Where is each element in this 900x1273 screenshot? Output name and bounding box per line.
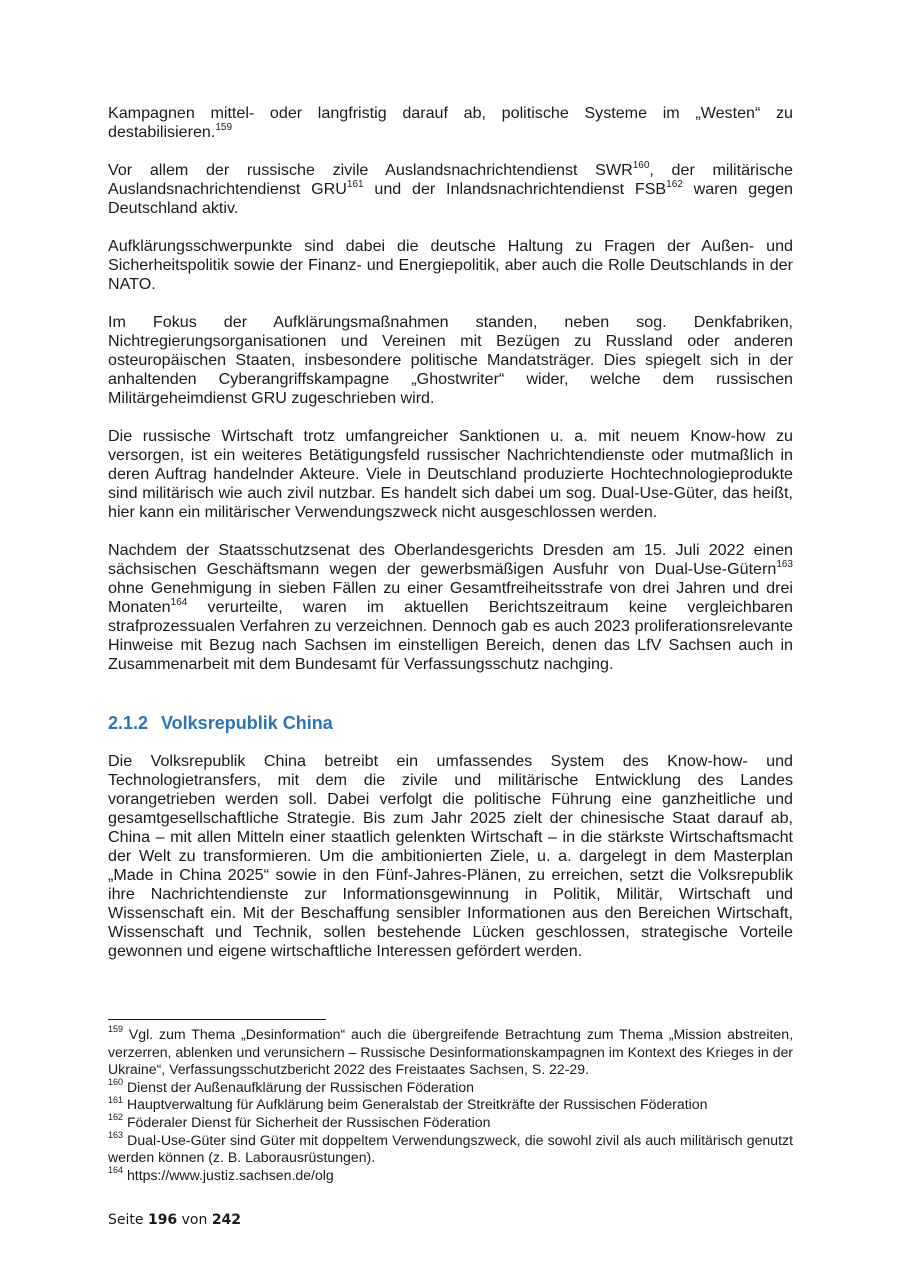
footnote-text: Dienst der Außenaufklärung der Russischen Föderation: [123, 1078, 475, 1095]
paragraph-text: und der Inlandsnachrichtendienst FSB: [363, 180, 667, 198]
pager-prefix: Seite: [108, 1212, 148, 1228]
footnote-ref[interactable]: 159: [215, 121, 233, 133]
page-number: [108, 1212, 241, 1228]
paragraph-text: , der militärische Auslandsnachrichtendienst GRU: [108, 161, 793, 198]
paragraph-5: Die russische Wirtschaft trotz umfangreicher Sanktionen u. a. mit neuem Know-how zu versorgen, ist ein weiteres Betätigungsfeld russischer Nachrichtendienste oder mutmaßlich in deren Auftrag handelnder Akteure. Viele in Deutschland produzierte Hochtechnologieprodukte sind militärisch wie auch zivil nutzbar. Es handelt sich dabei um sog. Dual-Use-Güter, das heißt, hier kann ein militärischer Verwendungszweck nicht ausgeschlossen werden.: [108, 427, 793, 521]
footnote-text: Hauptverwaltung für Aufklärung beim Generalstab der Streitkräfte der Russischen Föderation: [123, 1096, 708, 1113]
footnote-number: 164: [108, 1165, 124, 1176]
footnote-number: 160: [108, 1077, 124, 1088]
footnote-text: Föderaler Dienst für Sicherheit der Russischen Föderation: [123, 1113, 491, 1130]
section-title: Volksrepublik China: [161, 713, 333, 733]
paragraph-text: Kampagnen mittel- oder langfristig darauf ab, politische Systeme im „Westen“ zu destabilisieren.: [108, 104, 793, 141]
footnote-161: [108, 1096, 793, 1114]
footnote-164: [108, 1167, 793, 1185]
paragraph-1: [108, 104, 793, 142]
footnote-159: [108, 1026, 793, 1079]
pager-total: 242: [211, 1212, 242, 1228]
footnote-text: Vgl. zum Thema „Desinformation“ auch die übergreifende Betrachtung zum Thema „Mission abstreiten, verzerren, ablenken und verunsichern – Russische Desinformationskampagnen im Kontext des Krieges in der Ukraine“, Verfassungsschutzbericht 2022 des Freistaates Sachsen, S. 22-29.: [108, 1026, 793, 1078]
section-heading: [108, 712, 793, 734]
footnote-text: Dual-Use-Güter sind Güter mit doppeltem Verwendungszweck, die sowohl zivil als auch militärisch genutzt werden können (z. B. Laborausrüstungen).: [108, 1131, 793, 1166]
footnote-163: [108, 1129, 793, 1167]
paragraph-text: waren gegen Deutschland aktiv.: [108, 180, 794, 217]
paragraph-3: Aufklärungsschwerpunkte sind dabei die deutsche Haltung zu Fragen der Außen- und Sicherheitspolitik sowie der Finanz- und Energiepolitik, aber auch die Rolle Deutschlands in der NATO.: [108, 237, 793, 293]
paragraph-6: [108, 541, 793, 674]
paragraph-text: Vor allem der russische zivile Auslandsnachrichtendienst SWR: [108, 161, 633, 179]
footnote-ref[interactable]: 161: [346, 178, 364, 190]
footnote-ref[interactable]: 164: [170, 596, 188, 608]
footnote-number: 162: [108, 1112, 124, 1123]
pager-current: 196: [147, 1212, 178, 1228]
footnote-160: [108, 1079, 793, 1097]
footnotes: [108, 1026, 793, 1184]
footnote-number: 161: [108, 1094, 124, 1105]
pager-middle: von: [177, 1212, 212, 1228]
document-body: [108, 104, 793, 980]
footnote-ref[interactable]: 162: [666, 178, 683, 190]
footnote-ref[interactable]: 160: [632, 159, 650, 171]
footnote-number: 163: [108, 1129, 124, 1140]
paragraph-text: Nachdem der Staatsschutzsenat des Oberlandesgerichts Dresden am 15. Juli 2022 einen sächsischen Geschäftsmann wegen der gewerbsmäßigen Ausfuhr von Dual-Use-Gütern: [108, 541, 793, 578]
section-body: Die Volksrepublik China betreibt ein umfassendes System des Know-how- und Technologietransfers, mit dem die zivile und militärische Entwicklung des Landes vorangetrieben werden soll. Dabei verfolgt die politische Führung eine ganzheitliche und gesamtgesellschaftliche Strategie. Bis zum Jahr 2025 zielt der chinesische Staat darauf ab, China – mit allen Mitteln einer staatlich gelenkten Wirtschaft – in die stärkste Wirtschaftsmacht der Welt zu transformieren. Um die ambitionierten Ziele, u. a. dargelegt in dem Masterplan „Made in China 2025“ sowie in den Fünf-Jahres-Plänen, zu erreichen, setzt die Volksrepublik ihre Nachrichtendienste zur Informationsgewinnung in Politik, Militär, Wirtschaft und Wissenschaft ein. Mit der Beschaffung sensibler Informationen aus den Bereichen Wirtschaft, Wissenschaft und Technik, sollen bestehende Lücken geschlossen, strategische Vorteile gewonnen und eigene wirtschaftliche Interessen gefördert werden.: [108, 752, 793, 960]
paragraph-2: [108, 161, 793, 218]
paragraph-text: ohne Genehmigung in sieben Fällen zu einer Gesamtfreiheitsstrafe von drei Jahren und drei Monaten: [108, 579, 793, 616]
footnote-ref[interactable]: 163: [776, 558, 793, 570]
paragraph-text: verurteilte, waren im aktuellen Berichtszeitraum keine vergleichbaren strafprozessualen Verfahren zu verzeichnen. Dennoch gab es auch 2023 proliferationsrelevante Hinweise mit Bezug nach Sachsen im einstelligen Bereich, denen das LfV Sachsen auch in Zusammenarbeit mit dem Bundesamt für Verfassungsschutz nachging.: [108, 598, 793, 673]
footnote-number: 159: [108, 1024, 124, 1035]
footnote-162: [108, 1114, 793, 1132]
footnote-divider: [108, 1019, 326, 1020]
footnote-link[interactable]: https://www.justiz.sachsen.de/olg: [123, 1166, 334, 1183]
paragraph-4: Im Fokus der Aufklärungsmaßnahmen standen, neben sog. Denkfabriken, Nichtregierungsorganisationen und Vereinen mit Bezügen zu Russland oder anderen osteuropäischen Staaten, insbesondere politische Mandatsträger. Dies spiegelt sich in der anhaltenden Cyberangriffskampagne „Ghostwriter“ wider, welche dem russischen Militärgeheimdienst GRU zugeschrieben wird.: [108, 313, 793, 407]
section-number: 2.1.2: [108, 713, 149, 733]
